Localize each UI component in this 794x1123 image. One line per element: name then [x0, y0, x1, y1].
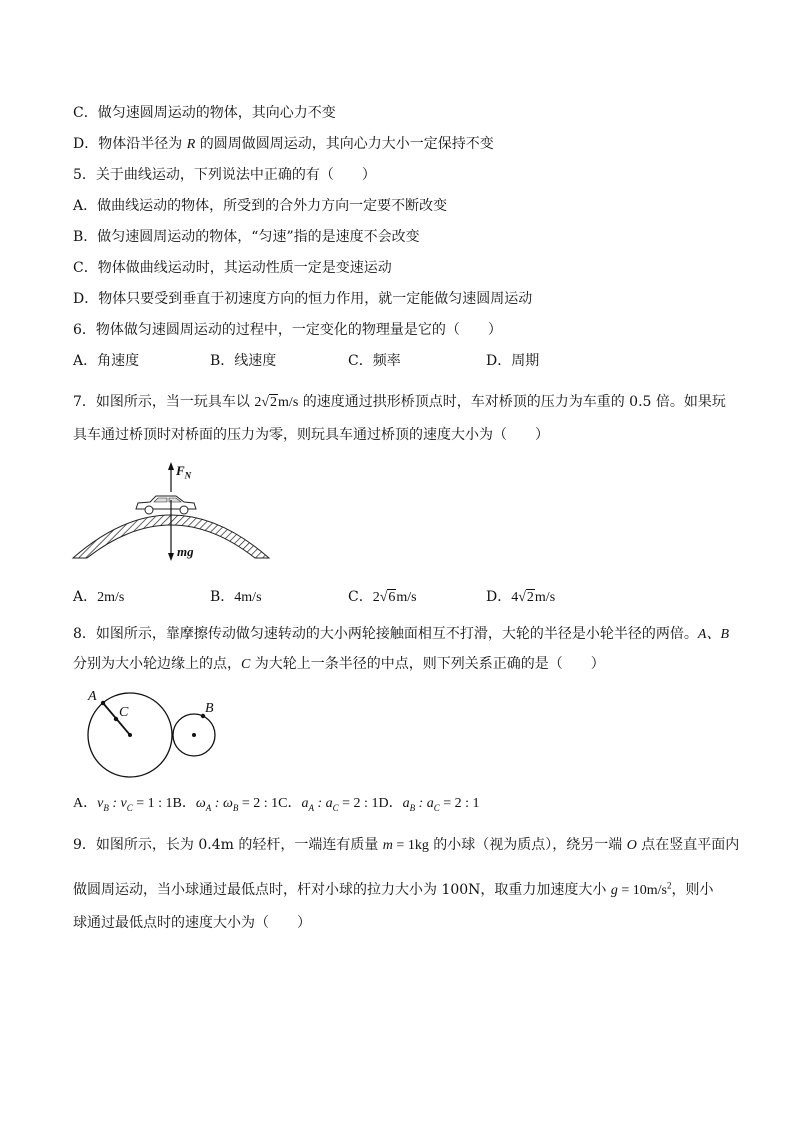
- q8-option-a: A．$v_B$ : $v_C = 1$ : 1: [73, 796, 173, 813]
- q7-option-d: D．4√2m/s: [486, 589, 556, 605]
- q5-option-a: A．做曲线运动的物体，所受到的合外力方向一定要不断改变: [73, 198, 448, 214]
- q5-option-d: D．物体只要受到垂直于初速度方向的恒力作用，就一定能做匀速圆周运动: [73, 291, 533, 307]
- q8-stem-line2: 分别为大小轮边缘上的点，C 为大轮上一条半径的中点，则下列关系正确的是（ ）: [73, 656, 605, 672]
- q5-option-c: C．物体做曲线运动时，其运动性质一定是变速运动: [73, 260, 392, 276]
- q6-option-a: A．角速度: [73, 353, 140, 369]
- q7-option-a: A．2m/s: [73, 589, 125, 605]
- wheels-figure: [84, 695, 224, 780]
- q9-stem-line3: 球通过最低点时的速度大小为（ ）: [73, 915, 311, 931]
- q8-option-d: D．$a_B$ : $a_C = 2$ : 1: [378, 796, 480, 813]
- fn-label: $F_N$: [176, 463, 192, 481]
- q4-option-d: D．物体沿半径为 R 的圆周做圆周运动，其向心力大小一定保持不变: [73, 136, 494, 152]
- small-center: [192, 733, 196, 737]
- q6-stem: 6．物体做匀速圆周运动的过程中，一定变化的物理量是它的（ ）: [73, 322, 502, 338]
- toy-car: [136, 496, 196, 514]
- point-a: [101, 701, 105, 705]
- point-c: [114, 717, 118, 721]
- q5-option-b: B．做匀速圆周运动的物体，“匀速”指的是速度不会改变: [73, 229, 420, 245]
- q5-stem: 5．关于曲线运动，下列说法中正确的有（ ）: [73, 167, 376, 183]
- q6-option-d: D．周期: [486, 353, 540, 369]
- q6-option-c: C．频率: [348, 353, 401, 369]
- label-c: C: [119, 705, 129, 720]
- q8-options: [73, 794, 480, 814]
- q9-stem-line1: 9．如图所示，长为 0.4m 的轻杆，一端连有质量 m = 1kg 的小球（视为质点），绕另一端 O 点在竖直平面内: [73, 837, 740, 853]
- q9-stem-line2: 做圆周运动，当小球通过最低点时，杆对小球的拉力大小为 100N，取重力加速度大小 $g = 10m/s^2$，则小: [73, 880, 714, 898]
- label-b: B: [205, 701, 214, 716]
- bridge-figure: [70, 460, 280, 560]
- q7-stem-line1: 7．如图所示，当一玩具车以 2√2m/s 的速度通过拱形桥顶点时，车对桥顶的压力为车重的 0.5 倍。如果玩: [73, 394, 726, 410]
- q4-option-c: C．做匀速圆周运动的物体，其向心力不变: [73, 105, 336, 121]
- q6-option-b: B．线速度: [210, 353, 277, 369]
- q8-option-c: C．$a_A$ : $a_C = 2$ : 1: [278, 796, 379, 813]
- q7-option-c: C．2√6m/s: [348, 589, 417, 605]
- q8-option-b: B．$\omega_A$ : $\omega_B = 2$ : 1: [172, 796, 279, 813]
- q7-stem-line2: 具车通过桥顶时对桥面的压力为零，则玩具车通过桥顶的速度大小为（ ）: [73, 427, 549, 443]
- q7-option-b: B．4m/s: [210, 589, 262, 605]
- label-a: A: [88, 689, 97, 704]
- large-center: [128, 733, 132, 737]
- mg-label: mg: [177, 544, 194, 559]
- q8-stem-line1: 8．如图所示，靠摩擦传动做匀速转动的大小两轮接触面相互不打滑，大轮的半径是小轮半径的两倍。A、B: [73, 626, 730, 642]
